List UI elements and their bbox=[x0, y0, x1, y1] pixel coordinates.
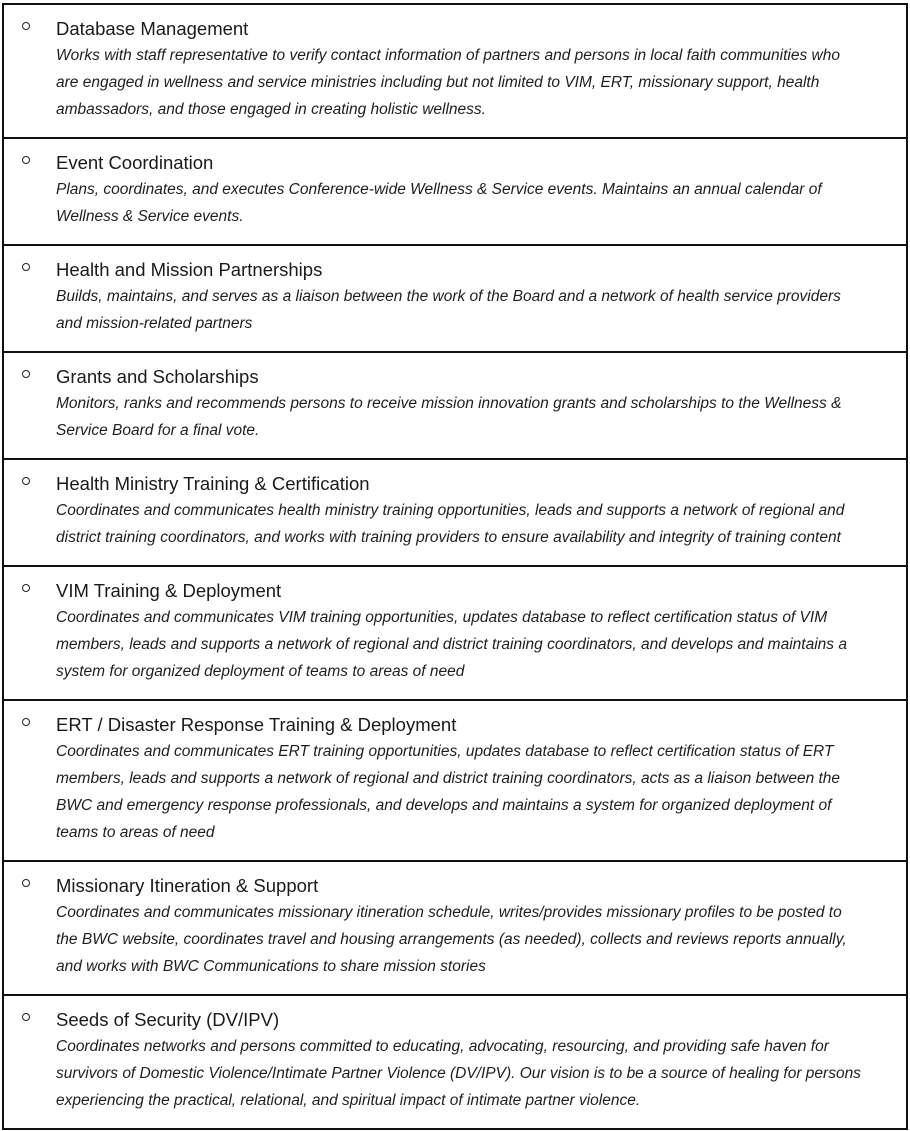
table-row bbox=[4, 139, 906, 246]
hollow-bullet-icon bbox=[22, 1013, 30, 1021]
table-row bbox=[4, 862, 906, 996]
row-title: VIM Training & Deployment bbox=[56, 580, 282, 601]
hollow-bullet-icon bbox=[22, 718, 30, 726]
table-row bbox=[4, 246, 906, 353]
row-title: Health and Mission Partnerships bbox=[56, 259, 323, 280]
hollow-bullet-icon bbox=[22, 584, 30, 592]
hollow-bullet-icon bbox=[22, 263, 30, 271]
row-title: Missionary Itineration & Support bbox=[56, 875, 319, 896]
row-description: Plans, coordinates, and executes Conference-wide Wellness & Service events. Maintains an annual calendar of Wellness & Service events. bbox=[56, 181, 822, 225]
row-title: ERT / Disaster Response Training & Deployment bbox=[56, 714, 457, 735]
hollow-bullet-icon bbox=[22, 22, 30, 30]
hollow-bullet-icon bbox=[22, 477, 30, 485]
row-description: Coordinates and communicates missionary itineration schedule, writes/provides missionary profiles to be posted to the BWC website, coordinates travel and housing arrangements (as needed), collects and reviews reports annually, and works with BWC Communications to share mission stories bbox=[56, 904, 847, 975]
row-description: Works with staff representative to verify contact information of partners and persons in local faith communities who are engaged in wellness and service ministries including but not limited to VIM, ERT, missionary support, health ambassadors, and those engaged in creating holistic wellness. bbox=[56, 47, 840, 118]
table-row bbox=[4, 567, 906, 701]
row-description: Coordinates and communicates ERT training opportunities, updates database to reflect certification status of ERT members, leads and supports a network of regional and district training coordinators, acts as a liaison between the BWC and emergency response professionals, and develops and maintains a system for organized deployment of teams to areas of need bbox=[56, 743, 841, 841]
row-title: Database Management bbox=[56, 18, 249, 39]
row-description: Coordinates and communicates health ministry training opportunities, leads and supports a network of regional and district training coordinators, and works with training providers to ensure availability and integrity of training content bbox=[56, 502, 845, 546]
table-row bbox=[4, 5, 906, 139]
row-description: Monitors, ranks and recommends persons to receive mission innovation grants and scholarships to the Wellness & Service Board for a final vote. bbox=[56, 395, 842, 439]
row-title: Seeds of Security (DV/IPV) bbox=[56, 1009, 280, 1030]
row-description: Coordinates and communicates VIM training opportunities, updates database to reflect certification status of VIM members, leads and supports a network of regional and district training coordinators, and develops and maintains a system for organized deployment of teams to areas of need bbox=[56, 609, 847, 680]
table-row bbox=[4, 701, 906, 862]
hollow-bullet-icon bbox=[22, 370, 30, 378]
table-row bbox=[4, 460, 906, 567]
hollow-bullet-icon bbox=[22, 879, 30, 887]
row-description: Builds, maintains, and serves as a liaison between the work of the Board and a network of health service providers and mission-related partners bbox=[56, 288, 841, 332]
hollow-bullet-icon bbox=[22, 156, 30, 164]
row-title: Health Ministry Training & Certification bbox=[56, 473, 370, 494]
row-title: Event Coordination bbox=[56, 152, 214, 173]
row-title: Grants and Scholarships bbox=[56, 366, 259, 387]
table-row bbox=[4, 996, 906, 1130]
table-row bbox=[4, 353, 906, 460]
ministry-areas-table bbox=[2, 3, 908, 1130]
row-description: Coordinates networks and persons committed to educating, advocating, resourcing, and providing safe haven for survivors of Domestic Violence/Intimate Partner Violence (DV/IPV). Our vision is to be a source of healing for persons experiencing the practical, relational, and spiritual impact of intimate partner violence. bbox=[56, 1038, 861, 1109]
